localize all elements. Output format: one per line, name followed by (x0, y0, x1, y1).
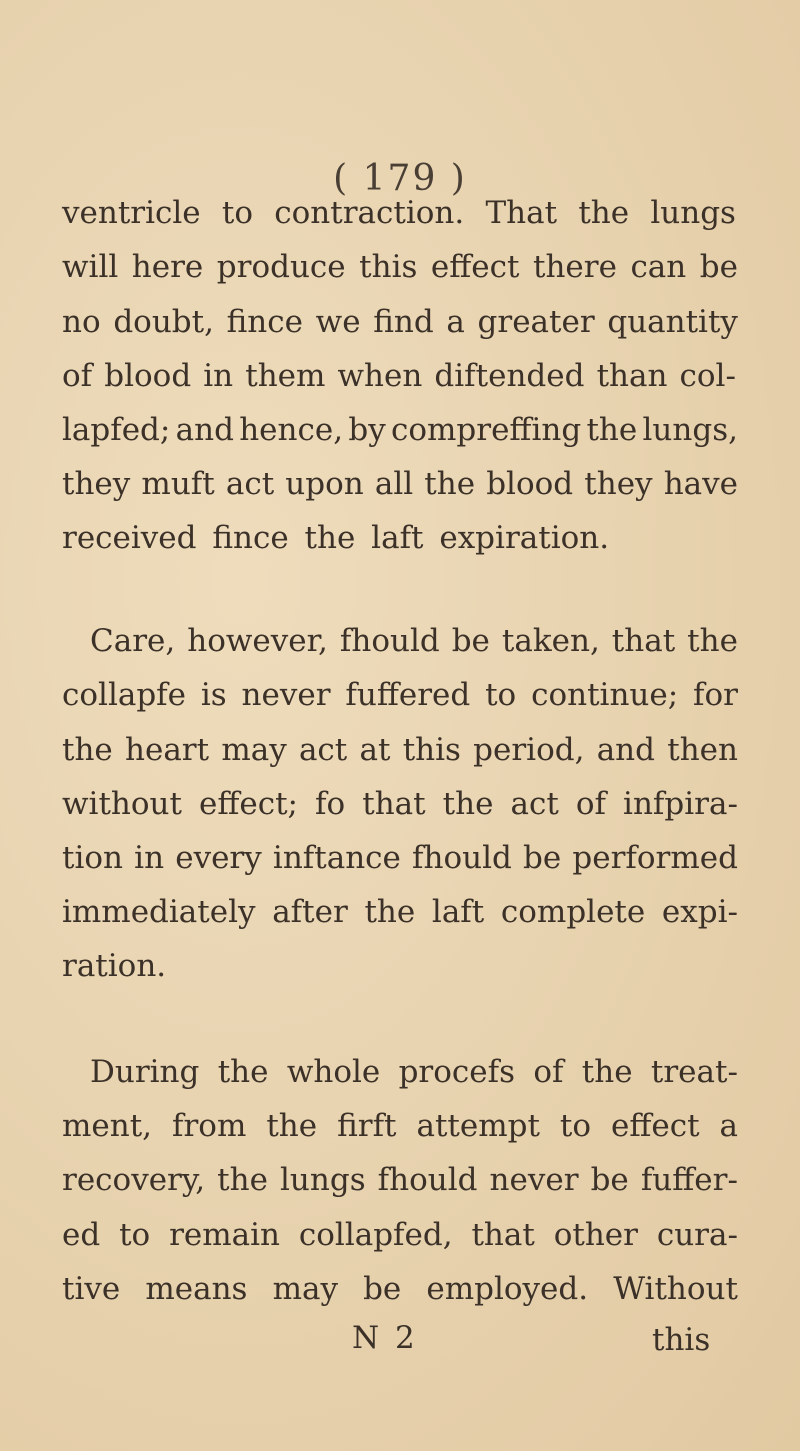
signature-mark: N 2 (352, 1320, 415, 1356)
text-line: tion in every inftance fhould be performed (62, 840, 738, 876)
text-line: ed to remain collapfed, that other cura- (62, 1217, 738, 1253)
text-line: ration. (62, 948, 167, 984)
text-line: recovery, the lungs fhould never be fuffer- (62, 1162, 738, 1198)
text-line: Care, however, fhould be taken, that the (90, 623, 738, 659)
text-line: collapfe is never fuffered to continue; for (62, 677, 738, 713)
text-line: lapfed; and hence, by compreffing the lungs, (62, 412, 738, 448)
text-line: received fince the laft expiration. (62, 520, 610, 556)
text-line: will here produce this effect there can be (62, 249, 738, 285)
catchword: this (652, 1322, 711, 1358)
page-number: ( 179 ) (333, 158, 467, 199)
text-line: without effect; fo that the act of infpira- (62, 786, 738, 822)
text-line: ventricle to contraction. That the lungs (62, 195, 736, 231)
text-line: tive means may be employed. Without (62, 1271, 738, 1307)
text-line: of blood in them when diftended than col- (62, 358, 736, 394)
text-line: During the whole procefs of the treat- (90, 1054, 738, 1090)
text-line: ment, from the firft attempt to effect a (62, 1108, 738, 1144)
text-line: no doubt, fince we find a greater quantity (62, 304, 738, 340)
text-line: they muft act upon all the blood they have (62, 466, 738, 502)
text-line: the heart may act at this period, and then (62, 732, 738, 768)
text-line: immediately after the laft complete expi- (62, 894, 738, 930)
